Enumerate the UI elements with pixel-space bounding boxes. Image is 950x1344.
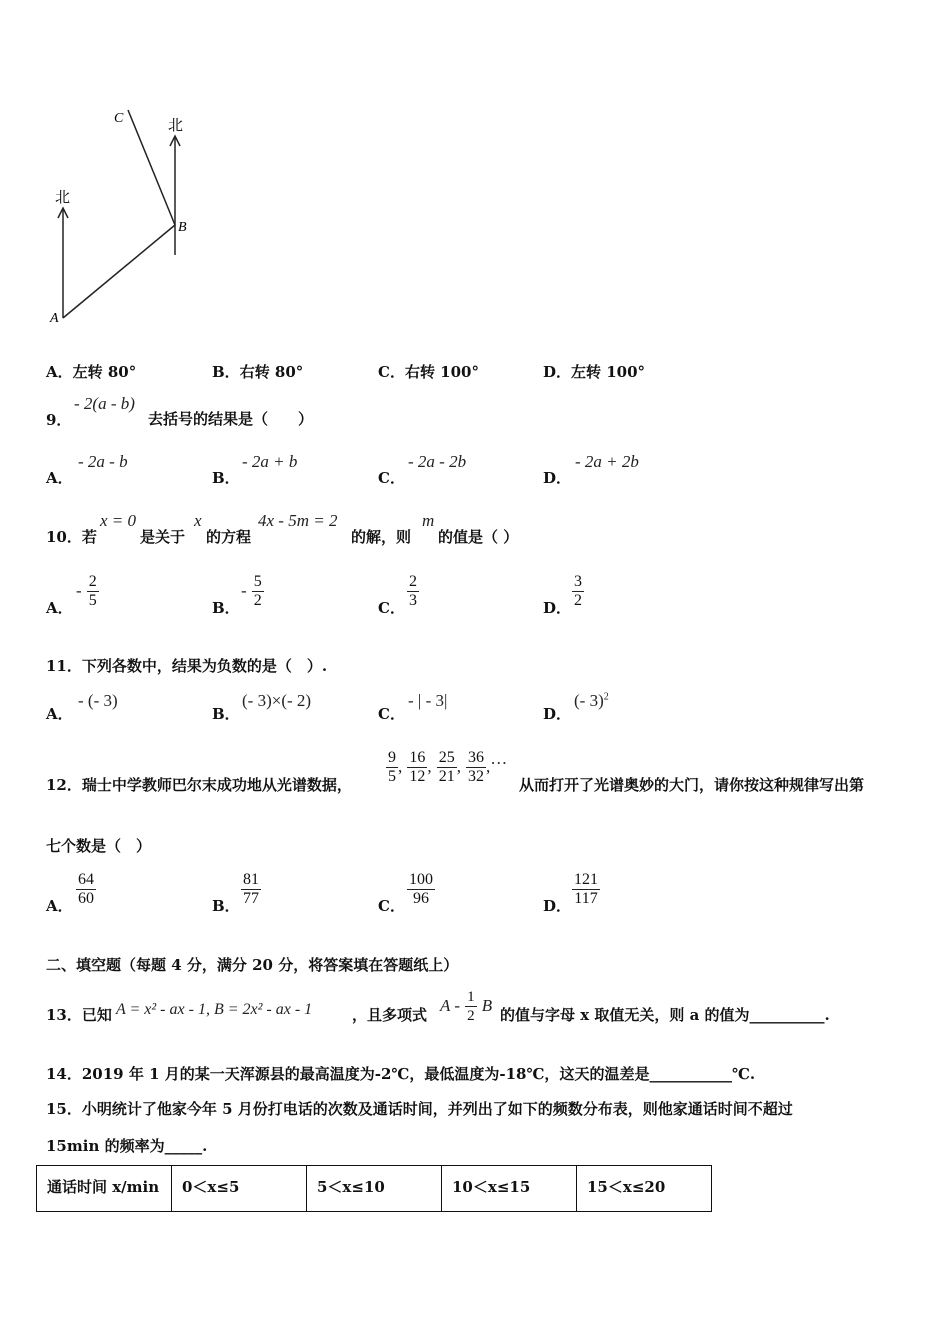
- q12-option-c-value: $\frac{100}{96}$: [409, 871, 433, 907]
- q11-option-d-label: D．: [543, 705, 572, 723]
- q12-option-b-value: $\frac{81}{77}$: [243, 871, 259, 907]
- q11-option-b-label: B．: [212, 705, 240, 723]
- q9-option-c-expr: - 2a - 2b: [408, 452, 467, 471]
- q10-stem-2: 的方程: [206, 528, 252, 546]
- q12-option-a-value: $\frac{64}{60}$: [78, 871, 94, 907]
- table-header-cell: 5＜x≤10: [307, 1166, 442, 1212]
- q11-option-c-expr: - | - 3|: [408, 691, 448, 710]
- q9-option-d-label: D．: [543, 469, 572, 487]
- q12-option-d-label: D．: [543, 897, 572, 915]
- q11-option-d-expr: (- 3)$^2$: [574, 691, 609, 710]
- q8-option-d: D．左转 100°: [543, 363, 646, 381]
- q9-number: 9．: [46, 411, 72, 429]
- q9-option-b-label: B．: [212, 469, 240, 487]
- point-c-label: C: [114, 111, 124, 126]
- q9-stem: 去括号的结果是（ ）: [148, 410, 314, 428]
- q10-option-a-label: A．: [46, 599, 73, 617]
- north-label-b: 北: [168, 116, 184, 134]
- q12-stem-b: 从而打开了光谱奥妙的大门，请你按这种规律写出第: [519, 776, 865, 794]
- q12-option-c-label: C．: [378, 897, 405, 915]
- q9-option-a-expr: - 2a - b: [78, 452, 128, 471]
- q10-option-c-label: C．: [378, 599, 405, 617]
- q10-math-x0: x = 0: [100, 511, 137, 530]
- q11-option-a-expr: - (- 3): [78, 691, 118, 710]
- q14-text: 14．2019 年 1 月的某一天浑源县的最高温度为-2℃，最低温度为-18℃，这天的温差是___________℃.: [46, 1065, 756, 1083]
- q12-option-a-label: A．: [46, 897, 73, 915]
- table-header-cell: 10＜x≤15: [442, 1166, 577, 1212]
- q9-option-b-expr: - 2a + b: [242, 452, 298, 471]
- q10-option-d-label: D．: [543, 599, 572, 617]
- table-row: [37, 1166, 712, 1212]
- q10-equation: 4x - 5m = 2: [258, 511, 338, 530]
- q13-stem-2: 的值与字母 x 取值无关，则 a 的值为__________.: [500, 1006, 830, 1024]
- q10-stem-4: 的值是（ ）: [438, 528, 519, 546]
- q15-line-1: 15．小明统计了他家今年 5 月份打电话的次数及通话时间，并列出了如下的频数分布表，则他家通话时间不超过: [46, 1100, 793, 1118]
- q13-stem-1: ，且多项式: [352, 1006, 428, 1024]
- q10-option-a-value: - $\frac{2}{5}$: [76, 573, 97, 609]
- q10-option-b-label: B．: [212, 599, 240, 617]
- q10-number: 10．若: [46, 528, 97, 546]
- q10-stem-1: 是关于: [140, 528, 186, 546]
- q13-number: 13．已知: [46, 1006, 112, 1024]
- q13-polynomial: A - $\frac{1}{2}$ B: [440, 989, 493, 1024]
- q10-math-x: x: [194, 511, 202, 530]
- q10-option-b-value: - $\frac{5}{2}$: [241, 573, 262, 609]
- q15-line-2: 15min 的频率为_____.: [46, 1137, 208, 1155]
- point-b-label: B: [178, 220, 187, 235]
- direction-figure: [40, 100, 210, 330]
- q12-spectrum-sequence: $\frac{9}{5}$ , $\frac{16}{12}$ , $\frac{25}{21}$ , $\frac{36}{32}$ ,…: [388, 749, 508, 785]
- table-header-cell: 0＜x≤5: [172, 1166, 307, 1212]
- q12-option-b-label: B．: [212, 897, 240, 915]
- q10-option-d-value: $\frac{3}{2}$: [574, 573, 582, 609]
- section-2-title: 二、填空题（每题 4 分，满分 20 分，将答案填在答题纸上）: [46, 956, 459, 974]
- q10-option-c-value: $\frac{2}{3}$: [409, 573, 417, 609]
- north-label-a: 北: [55, 188, 71, 206]
- q9-expression: - 2(a - b): [74, 394, 135, 413]
- q8-option-c: C．右转 100°: [378, 363, 479, 381]
- q8-option-a: A．左转 80°: [46, 363, 137, 381]
- table-header-cell: 通话时间 x/min: [37, 1166, 172, 1212]
- q12-stem-a: 12．瑞士中学教师巴尔末成功地从光谱数据，: [46, 776, 352, 794]
- q10-stem-3: 的解，则: [351, 528, 412, 546]
- q13-definitions: A = x² - ax - 1, B = 2x² - ax - 1: [116, 1001, 313, 1018]
- q12-option-d-value: $\frac{121}{117}$: [574, 871, 598, 907]
- q9-option-d-expr: - 2a + 2b: [575, 452, 639, 471]
- q12-stem-c: 七个数是（ ）: [46, 837, 152, 855]
- q9-option-a-label: A．: [46, 469, 73, 487]
- point-a-label: A: [50, 311, 59, 326]
- q11-option-a-label: A．: [46, 705, 73, 723]
- q11-option-c-label: C．: [378, 705, 405, 723]
- table-header-cell: 15＜x≤20: [577, 1166, 712, 1212]
- frequency-table: [36, 1165, 712, 1212]
- q10-math-m: m: [422, 511, 435, 530]
- q9-option-c-label: C．: [378, 469, 405, 487]
- q11-option-b-expr: (- 3)×(- 2): [242, 691, 312, 710]
- q8-option-b: B．右转 80°: [212, 363, 304, 381]
- q11-stem: 11．下列各数中，结果为负数的是（ ）.: [46, 657, 328, 675]
